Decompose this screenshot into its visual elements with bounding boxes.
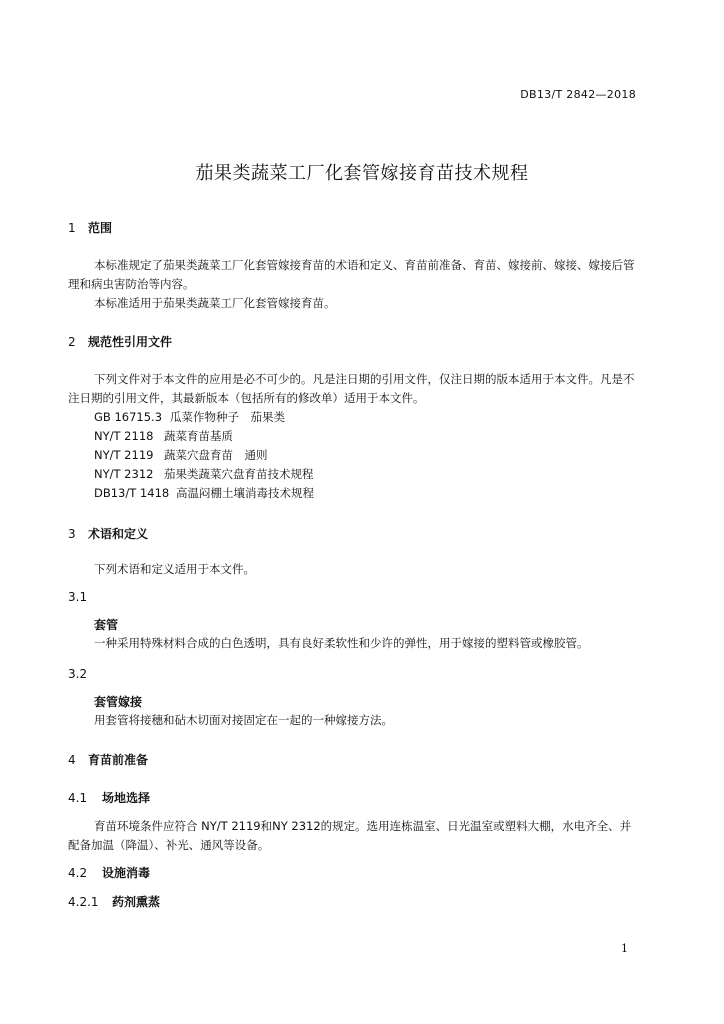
subsection-4-2-heading bbox=[68, 864, 150, 881]
section-title: 术语和定义 bbox=[88, 527, 149, 541]
term-definition: 用套管将接穗和砧木切面对接固定在一起的一种嫁接方法。 bbox=[94, 713, 393, 727]
subsection-4-1-heading bbox=[68, 789, 150, 806]
section-4-heading bbox=[68, 751, 148, 768]
section-2-paragraph-1: 下列文件对于本文件的应用是必不可少的。凡是注日期的引用文件，仅注日期的版本适用于本文件。凡是不注日期的引用文件，其最新版本（包括所有的修改单）适用于本文件。 bbox=[68, 372, 635, 405]
section-number: 2 bbox=[68, 335, 76, 349]
reference-code: NY/T 2312 bbox=[94, 467, 154, 481]
term-number: 3.1 bbox=[68, 590, 88, 604]
reference-item bbox=[94, 485, 314, 501]
section-number: 3 bbox=[68, 527, 76, 541]
term-definition: 一种采用特殊材料合成的白色透明，具有良好柔软性和少许的弹性，用于嫁接的塑料管或橡胶管。 bbox=[94, 636, 589, 650]
reference-code: GB 16715.3 bbox=[94, 410, 163, 424]
subsection-title: 设施消毒 bbox=[102, 866, 151, 880]
subsection-4-1-paragraph: 育苗环境条件应符合 NY/T 2119和NY 2312的规定。选用连栋温室、日光温室或塑料大棚，水电齐全、并配备加温（降温）、补光、通风等设备。 bbox=[68, 819, 632, 852]
reference-item bbox=[94, 447, 268, 463]
page-number: 1 bbox=[621, 942, 628, 955]
subsection-number: 4.2.1 bbox=[68, 895, 99, 909]
section-1-paragraph-2: 本标准适用于茄果类蔬菜工厂化套管嫁接育苗。 bbox=[94, 296, 336, 310]
subsection-number: 4.2 bbox=[68, 866, 88, 880]
subsection-title: 场地选择 bbox=[102, 791, 151, 805]
section-3-heading bbox=[68, 525, 148, 542]
term-name: 套管 bbox=[94, 618, 119, 632]
reference-item bbox=[94, 428, 233, 444]
subsection-4-2-1-heading bbox=[68, 893, 160, 910]
reference-code: NY/T 2119 bbox=[94, 448, 154, 462]
reference-name: 蔬菜育苗基质 bbox=[164, 429, 233, 443]
section-title: 规范性引用文件 bbox=[88, 335, 173, 349]
reference-code: DB13/T 1418 bbox=[94, 486, 170, 500]
standard-code: DB13/T 2842—2018 bbox=[520, 88, 636, 101]
reference-code: NY/T 2118 bbox=[94, 429, 154, 443]
section-1-paragraph-1: 本标准规定了茄果类蔬菜工厂化套管嫁接育苗的术语和定义、育苗前准备、育苗、嫁接前、嫁接、嫁接后管理和病虫害防治等内容。 bbox=[68, 258, 635, 291]
reference-name: 蔬菜穴盘育苗 通则 bbox=[164, 448, 268, 462]
section-number: 4 bbox=[68, 753, 76, 767]
reference-item bbox=[94, 466, 314, 482]
subsection-number: 4.1 bbox=[68, 791, 88, 805]
reference-name: 瓜菜作物种子 茄果类 bbox=[170, 410, 285, 424]
section-3-paragraph-1: 下列术语和定义适用于本文件。 bbox=[94, 562, 255, 576]
reference-item bbox=[94, 409, 285, 425]
section-title: 范围 bbox=[88, 221, 113, 235]
section-1-heading bbox=[68, 219, 112, 236]
document-title: 茄果类蔬菜工厂化套管嫁接育苗技术规程 bbox=[195, 163, 529, 184]
section-2-heading bbox=[68, 333, 172, 350]
section-title: 育苗前准备 bbox=[88, 753, 149, 767]
term-number: 3.2 bbox=[68, 667, 88, 681]
reference-name: 茄果类蔬菜穴盘育苗技术规程 bbox=[164, 467, 314, 481]
section-number: 1 bbox=[68, 221, 76, 235]
reference-name: 高温闷棚土壤消毒技术规程 bbox=[176, 486, 314, 500]
term-name: 套管嫁接 bbox=[94, 695, 143, 709]
subsection-title: 药剂熏蒸 bbox=[112, 895, 161, 909]
